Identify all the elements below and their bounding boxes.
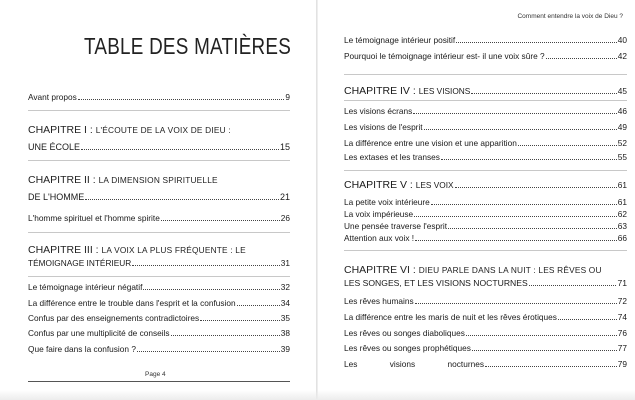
entry-text: La voix impérieuse xyxy=(344,209,414,219)
toc-entry[interactable] xyxy=(344,51,627,62)
entry-text: Le témoignage intérieur positif xyxy=(344,35,456,45)
page-number: Page 4 xyxy=(145,371,166,378)
dot-leader xyxy=(143,282,279,290)
entry-text: Avant propos xyxy=(28,92,77,102)
toc-entry[interactable] xyxy=(28,328,290,339)
entry-page: 9 xyxy=(285,92,290,102)
entry-page: 49 xyxy=(617,122,627,132)
entry-text: La différence entre les maris de nuit et les rêves érotiques xyxy=(344,312,557,322)
entry-page: 26 xyxy=(280,213,290,223)
footer-rule xyxy=(28,381,290,382)
entry-word: Les xyxy=(344,359,358,369)
running-header: Comment entendre la voix de Dieu ? xyxy=(517,13,623,20)
chapter-heading[interactable] xyxy=(344,85,627,98)
chapter-label: CHAPITRE VI : xyxy=(344,264,416,276)
entry-text: TÉMOIGNAGE INTÉRIEUR xyxy=(28,258,132,268)
entry-text: L'homme spirituel et l'homme spirite xyxy=(28,213,160,223)
entry-page: 15 xyxy=(279,142,290,152)
dot-leader xyxy=(415,296,617,304)
chapter-heading xyxy=(28,124,231,137)
dot-leader xyxy=(471,86,616,94)
entry-page: 72 xyxy=(617,296,627,306)
dot-leader xyxy=(558,312,617,320)
entry-text xyxy=(344,359,484,370)
toc-entry[interactable] xyxy=(28,344,290,355)
entry-page: 38 xyxy=(280,328,290,338)
entry-page: 77 xyxy=(617,343,627,353)
toc-entry[interactable] xyxy=(344,359,627,370)
chapter-heading xyxy=(28,174,218,187)
entry-page: 62 xyxy=(617,209,627,219)
entry-page: 45 xyxy=(617,86,627,96)
entry-page: 61 xyxy=(617,197,627,207)
entry-word: visions xyxy=(389,359,416,369)
toc-entry[interactable] xyxy=(344,35,627,46)
entry-text: Attention aux voix ! xyxy=(344,233,415,243)
chapter-title: DIEU PARLE DANS LA NUIT : LES RÊVES OU xyxy=(418,265,602,275)
entry-text: LES SONGES, ET LES VISIONS NOCTURNES xyxy=(344,278,528,288)
entry-text: La petite voix intérieure xyxy=(344,197,430,207)
right-page xyxy=(318,0,635,400)
chapter-title: L'ÉCOUTE DE LA VOIX DE DIEU : xyxy=(95,125,231,135)
entry-text: Confus par une multiplicité de conseils xyxy=(28,328,170,338)
dot-leader xyxy=(137,344,280,352)
toc-entry[interactable] xyxy=(28,213,290,224)
dot-leader xyxy=(132,258,280,266)
dot-leader xyxy=(414,209,617,217)
entry-text: Les rêves ou songes prophétiques xyxy=(344,343,471,353)
toc-entry[interactable] xyxy=(28,313,290,324)
chapter-label: CHAPITRE II : xyxy=(28,174,96,186)
entry-page: 74 xyxy=(617,312,627,322)
dot-leader xyxy=(161,213,280,221)
toc-entry[interactable] xyxy=(344,209,627,220)
entry-page: 21 xyxy=(279,192,290,202)
dot-leader xyxy=(456,35,617,43)
toc-entry[interactable] xyxy=(344,122,627,133)
dot-leader xyxy=(448,221,617,229)
entry-page: 63 xyxy=(617,221,627,231)
entry-text: Les extases et les transes xyxy=(344,152,440,162)
divider xyxy=(344,74,627,75)
entry-page: 66 xyxy=(617,233,627,243)
dot-leader xyxy=(424,122,617,130)
entry-word: nocturnes xyxy=(447,359,484,369)
divider xyxy=(344,170,627,171)
entry-text: UNE ÉCOLE xyxy=(28,142,81,152)
entry-page: 31 xyxy=(280,258,290,268)
chapter-heading-text xyxy=(344,85,470,98)
entry-page: 71 xyxy=(617,278,627,288)
page-title: TABLE DES MATIÈRES xyxy=(84,33,292,59)
entry-text: Les visions de l'esprit xyxy=(344,122,423,132)
entry-text: Pourquoi le témoignage intérieur est- il une voix sûre ? xyxy=(344,51,545,61)
toc-entry[interactable] xyxy=(28,142,290,153)
entry-text: Les rêves ou songes diaboliques xyxy=(344,328,465,338)
toc-entry[interactable] xyxy=(344,138,627,149)
toc-entry[interactable] xyxy=(28,258,290,269)
dot-leader xyxy=(415,233,617,241)
entry-text: Le témoignage intérieur négatif xyxy=(28,282,143,292)
dot-leader xyxy=(171,328,280,336)
entry-page: 39 xyxy=(280,344,290,354)
dot-leader xyxy=(237,298,280,306)
dot-leader xyxy=(466,328,617,336)
dot-leader xyxy=(413,106,617,114)
divider xyxy=(344,250,627,251)
chapter-label: CHAPITRE V : xyxy=(344,179,413,191)
divider xyxy=(28,110,290,111)
entry-page: 46 xyxy=(617,106,627,116)
chapter-heading xyxy=(344,264,602,277)
entry-page: 34 xyxy=(280,298,290,308)
chapter-title: LA DIMENSION SPIRITUELLE xyxy=(98,175,218,185)
toc-entry[interactable] xyxy=(28,298,290,309)
toc-entry[interactable] xyxy=(344,233,627,244)
toc-entry[interactable] xyxy=(28,282,290,293)
entry-page: 79 xyxy=(617,359,627,369)
toc-entry[interactable] xyxy=(344,278,627,289)
dot-leader xyxy=(81,142,279,150)
chapter-heading xyxy=(28,244,246,257)
entry-text: La différence entre une vision et une apparition xyxy=(344,138,517,148)
entry-page: 52 xyxy=(617,138,627,148)
chapter-label: CHAPITRE IV : xyxy=(344,85,416,97)
entry-page: 42 xyxy=(617,51,627,61)
dot-leader xyxy=(455,180,617,188)
chapter-heading[interactable] xyxy=(344,179,627,192)
toc-entry[interactable] xyxy=(344,328,627,339)
chapter-title: LES VISIONS xyxy=(418,86,471,96)
toc-entry[interactable] xyxy=(344,221,627,232)
entry-text: Une pensée traverse l'esprit xyxy=(344,221,448,231)
toc-entry[interactable] xyxy=(28,92,290,103)
toc-entry[interactable] xyxy=(344,152,627,163)
entry-text: Les rêves humains xyxy=(344,296,414,306)
entry-page: 40 xyxy=(617,35,627,45)
dot-leader xyxy=(472,343,617,351)
entry-page: 32 xyxy=(280,282,290,292)
entry-page: 35 xyxy=(280,313,290,323)
dot-leader xyxy=(441,152,617,160)
entry-text: Que faire dans la confusion ? xyxy=(28,344,136,354)
toc-entry[interactable] xyxy=(28,192,290,203)
entry-page: 55 xyxy=(617,152,627,162)
chapter-title: LES VOIX xyxy=(415,180,454,190)
entry-text: DE L'HOMME xyxy=(28,192,85,202)
toc-entry[interactable] xyxy=(344,343,627,354)
toc-entry[interactable] xyxy=(344,296,627,307)
dot-leader xyxy=(85,192,279,200)
dot-leader xyxy=(200,313,280,321)
chapter-label: CHAPITRE III : xyxy=(28,244,99,256)
chapter-title: LA VOIX LA PLUS FRÉQUENTE : LE xyxy=(101,245,246,255)
entry-page: 61 xyxy=(617,180,627,190)
chapter-heading-text xyxy=(344,179,454,192)
dot-leader xyxy=(546,51,617,59)
entry-page: 76 xyxy=(617,328,627,338)
divider xyxy=(28,232,290,233)
dot-leader xyxy=(529,278,617,286)
dot-leader xyxy=(518,138,617,146)
toc-entry[interactable] xyxy=(344,106,627,117)
dot-leader xyxy=(78,92,285,100)
divider xyxy=(28,276,290,277)
toc-entry[interactable] xyxy=(344,197,627,208)
dot-leader xyxy=(485,359,617,367)
entry-text: Confus par des enseignements contradictoires xyxy=(28,313,200,323)
toc-entry[interactable] xyxy=(344,312,627,323)
entry-text: Les visions écrans xyxy=(344,106,413,116)
page-bottom-shadow xyxy=(0,390,635,400)
dot-leader xyxy=(431,197,617,205)
chapter-label: CHAPITRE I : xyxy=(28,124,93,136)
entry-text: La différence entre le trouble dans l'esprit et la confusion xyxy=(28,298,236,308)
divider xyxy=(28,160,290,161)
divider xyxy=(344,100,627,101)
